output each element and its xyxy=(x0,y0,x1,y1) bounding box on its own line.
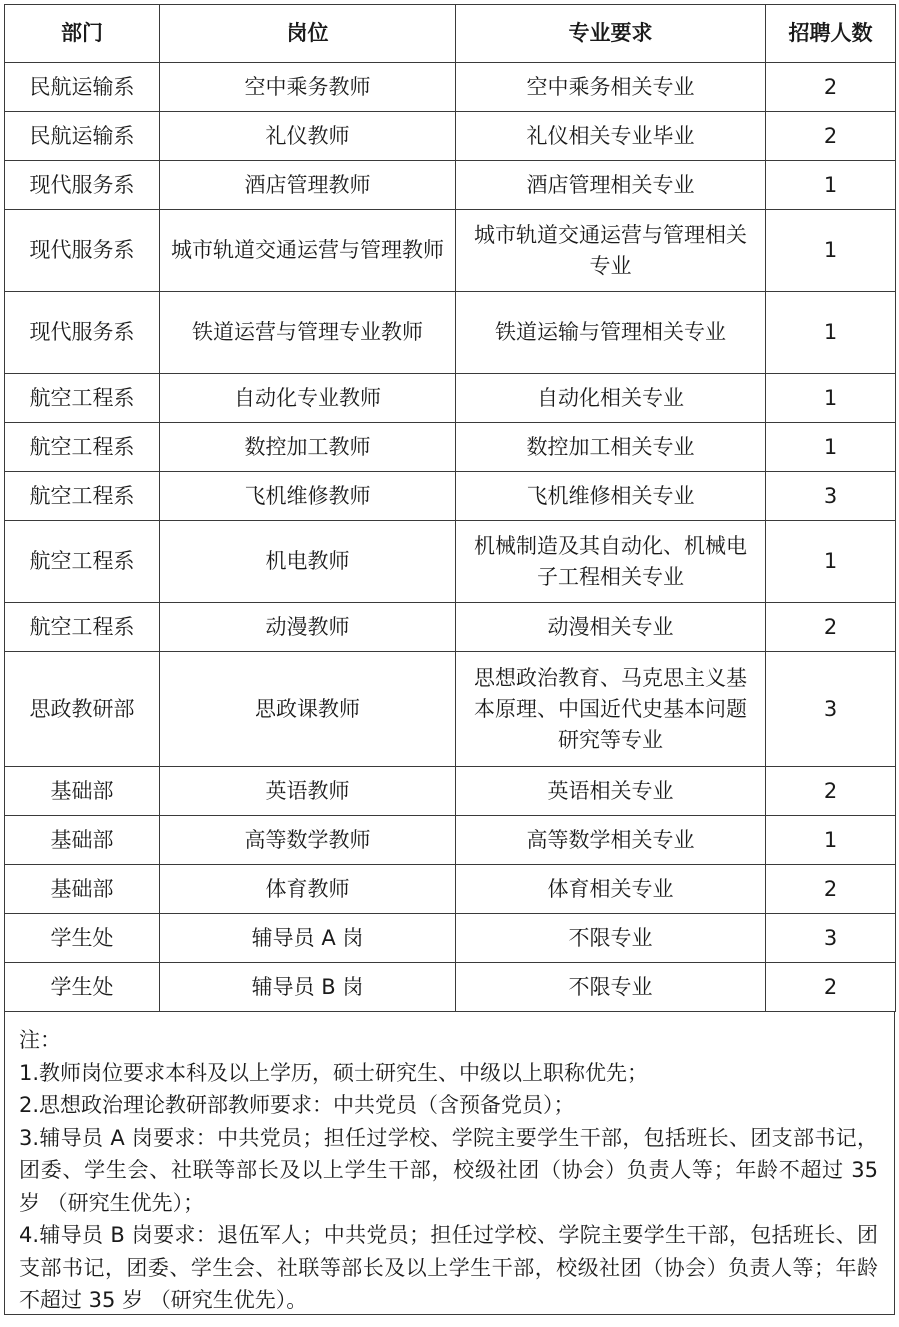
cell-department: 民航运输系 xyxy=(5,112,160,161)
cell-count: 3 xyxy=(766,652,896,767)
cell-major: 铁道运输与管理相关专业 xyxy=(456,292,766,374)
cell-position: 辅导员 A 岗 xyxy=(160,914,456,963)
cell-department: 学生处 xyxy=(5,914,160,963)
cell-department: 航空工程系 xyxy=(5,374,160,423)
cell-major: 不限专业 xyxy=(456,963,766,1012)
cell-major: 不限专业 xyxy=(456,914,766,963)
cell-major: 空中乘务相关专业 xyxy=(456,63,766,112)
cell-count: 1 xyxy=(766,161,896,210)
cell-major: 机械制造及其自动化、机械电子工程相关专业 xyxy=(456,521,766,603)
table-row xyxy=(5,521,896,603)
cell-position: 动漫教师 xyxy=(160,603,456,652)
cell-major: 酒店管理相关专业 xyxy=(456,161,766,210)
cell-count: 1 xyxy=(766,521,896,603)
cell-position: 自动化专业教师 xyxy=(160,374,456,423)
recruitment-table xyxy=(4,4,896,1012)
cell-position: 城市轨道交通运营与管理教师 xyxy=(160,210,456,292)
table-row xyxy=(5,963,896,1012)
cell-count: 1 xyxy=(766,374,896,423)
cell-position: 铁道运营与管理专业教师 xyxy=(160,292,456,374)
table-row xyxy=(5,423,896,472)
cell-count: 1 xyxy=(766,423,896,472)
cell-count: 1 xyxy=(766,816,896,865)
cell-major: 城市轨道交通运营与管理相关专业 xyxy=(456,210,766,292)
cell-department: 民航运输系 xyxy=(5,63,160,112)
recruitment-document xyxy=(4,4,895,1315)
cell-department: 基础部 xyxy=(5,816,160,865)
cell-department: 现代服务系 xyxy=(5,161,160,210)
notes-section xyxy=(4,1012,895,1315)
table-row xyxy=(5,652,896,767)
cell-position: 机电教师 xyxy=(160,521,456,603)
cell-count: 3 xyxy=(766,472,896,521)
cell-major: 思想政治教育、马克思主义基本原理、中国近代史基本问题研究等专业 xyxy=(456,652,766,767)
table-row xyxy=(5,63,896,112)
cell-position: 礼仪教师 xyxy=(160,112,456,161)
cell-major: 高等数学相关专业 xyxy=(456,816,766,865)
table-row xyxy=(5,161,896,210)
table-row xyxy=(5,112,896,161)
notes-title: 注： xyxy=(19,1028,61,1052)
cell-count: 3 xyxy=(766,914,896,963)
cell-major: 英语相关专业 xyxy=(456,767,766,816)
cell-department: 航空工程系 xyxy=(5,603,160,652)
cell-position: 辅导员 B 岗 xyxy=(160,963,456,1012)
cell-position: 数控加工教师 xyxy=(160,423,456,472)
cell-department: 基础部 xyxy=(5,865,160,914)
cell-position: 英语教师 xyxy=(160,767,456,816)
cell-major: 礼仪相关专业毕业 xyxy=(456,112,766,161)
header-department: 部门 xyxy=(5,5,160,63)
cell-count: 1 xyxy=(766,292,896,374)
cell-department: 现代服务系 xyxy=(5,210,160,292)
cell-position: 酒店管理教师 xyxy=(160,161,456,210)
table-row xyxy=(5,914,896,963)
cell-department: 航空工程系 xyxy=(5,423,160,472)
cell-count: 2 xyxy=(766,112,896,161)
cell-position: 飞机维修教师 xyxy=(160,472,456,521)
cell-department: 基础部 xyxy=(5,767,160,816)
cell-count: 2 xyxy=(766,865,896,914)
cell-count: 2 xyxy=(766,63,896,112)
cell-major: 数控加工相关专业 xyxy=(456,423,766,472)
cell-major: 飞机维修相关专业 xyxy=(456,472,766,521)
table-row xyxy=(5,865,896,914)
note-item: 3.辅导员 A 岗要求：中共党员；担任过学校、学院主要学生干部，包括班长、团支部书记，团委、学生会、社联等部长及以上学生干部，校级社团（协会）负责人等；年龄不超过 35 岁 （研究生优先）； xyxy=(19,1125,878,1215)
cell-count: 2 xyxy=(766,767,896,816)
cell-count: 2 xyxy=(766,603,896,652)
table-row xyxy=(5,816,896,865)
cell-department: 航空工程系 xyxy=(5,472,160,521)
header-major: 专业要求 xyxy=(456,5,766,63)
note-item: 4.辅导员 B 岗要求：退伍军人；中共党员；担任过学校、学院主要学生干部，包括班长、团支部书记，团委、学生会、社联等部长及以上学生干部，校级社团（协会）负责人等；年龄不超过 35 岁 （研究生优先）。 xyxy=(19,1223,878,1312)
cell-major: 体育相关专业 xyxy=(456,865,766,914)
cell-count: 1 xyxy=(766,210,896,292)
table-row xyxy=(5,292,896,374)
table-row xyxy=(5,603,896,652)
cell-position: 高等数学教师 xyxy=(160,816,456,865)
table-row xyxy=(5,210,896,292)
cell-department: 航空工程系 xyxy=(5,521,160,603)
table-row xyxy=(5,472,896,521)
cell-department: 学生处 xyxy=(5,963,160,1012)
cell-position: 思政课教师 xyxy=(160,652,456,767)
cell-major: 自动化相关专业 xyxy=(456,374,766,423)
cell-department: 现代服务系 xyxy=(5,292,160,374)
note-item: 1.教师岗位要求本科及以上学历，硕士研究生、中级以上职称优先； xyxy=(19,1060,649,1085)
cell-position: 空中乘务教师 xyxy=(160,63,456,112)
cell-count: 2 xyxy=(766,963,896,1012)
cell-major: 动漫相关专业 xyxy=(456,603,766,652)
cell-department: 思政教研部 xyxy=(5,652,160,767)
header-count: 招聘人数 xyxy=(766,5,896,63)
table-row xyxy=(5,767,896,816)
header-position: 岗位 xyxy=(160,5,456,63)
note-item: 2.思想政治理论教研部教师要求：中共党员（含预备党员）； xyxy=(19,1093,575,1117)
table-header-row xyxy=(5,5,896,63)
cell-position: 体育教师 xyxy=(160,865,456,914)
table-row xyxy=(5,374,896,423)
